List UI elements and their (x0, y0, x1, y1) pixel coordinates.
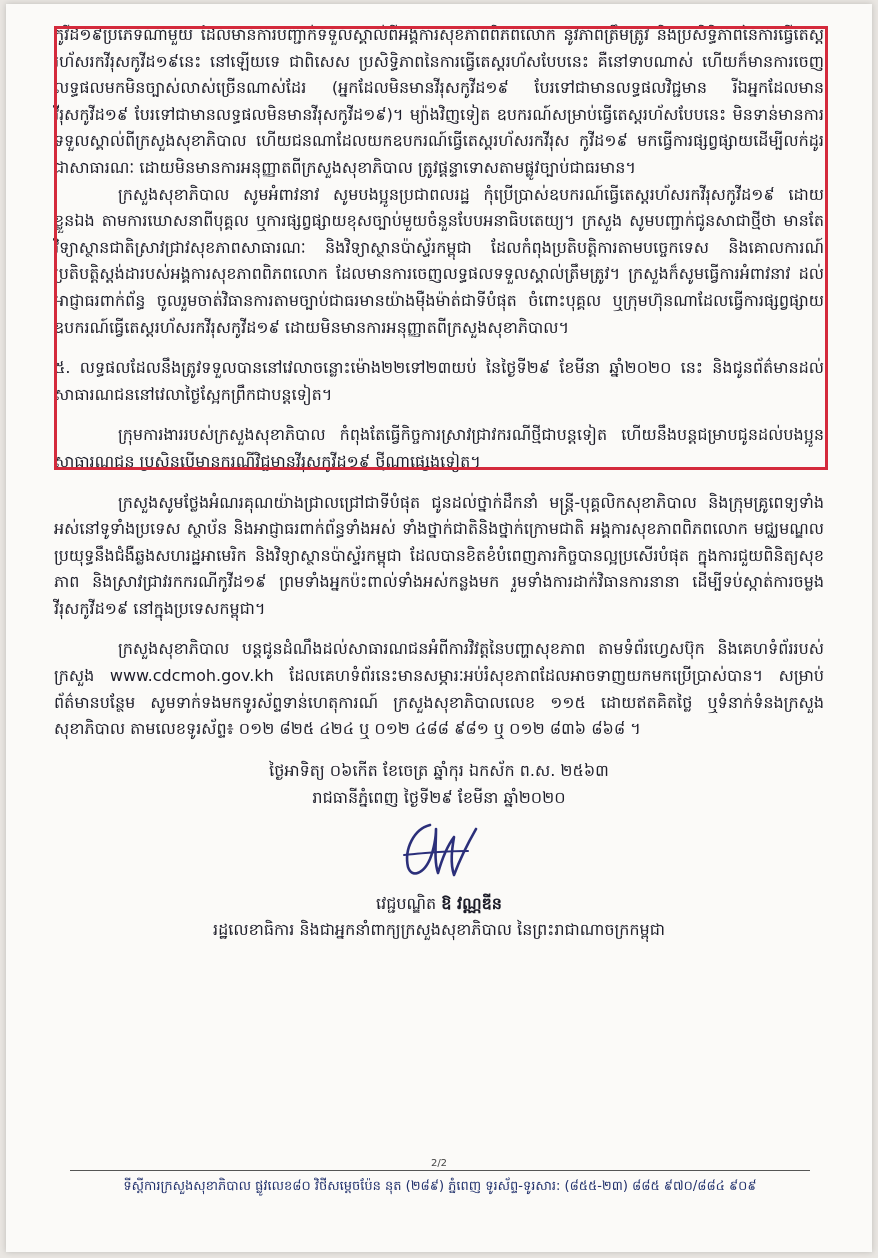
signatory-title: រដ្ឋលេខាធិការ និងជាអ្នកនាំពាក្យក្រសួងសុខាភិបាល នៃព្រះរាជាណាចក្រកម្ពុជា (213, 920, 665, 940)
signatory-prefix: វេជ្ជបណ្ឌិត (376, 893, 437, 913)
page-number: 2/2 (430, 1158, 448, 1169)
paragraph-thanks: ក្រសួងសូមថ្លែងអំណរគុណយ៉ាងជ្រាលជ្រៅជាទីបំផុត ជូនដល់ថ្នាក់ដឹកនាំ មន្ត្រី-បុគ្គលិកសុខាភិបាល និងក្រុមគ្រូពេទ្យទាំងអស់នៅទូទាំងប្រទេស ស្ថាប័ន និងអាជ្ញាធរពាក់ព័ន្ធទាំងអស់ ទាំងថ្នាក់ជាតិនិងថ្នាក់ក្រោមជាតិ អង្គការសុខភាពពិភពលោក មជ្ឈមណ្ឌលប្រយុទ្ធនឹងជំងឺឆ្លងសហរដ្ឋអាមេរិក និងវិទ្យាស្ថានប៉ាស្ទ័រកម្ពុជា ដែលបានខិតខំបំពេញភារកិច្ចបានល្អប្រសើរបំផុត ក្នុងការជួយពិនិត្យសុខភាព និងស្រាវជ្រាវរកករណីកូវីដ១៩ ព្រមទាំងអ្នកប៉ះពាល់ទាំងអស់កន្លងមក រួមទាំងការដាក់វិធានការនានា ដើម្បីទប់ស្កាត់ការចម្លងវីរុសកូវីដ១៩ នៅក្នុងប្រទេសកម្ពុជា។ (54, 492, 824, 618)
solar-date: រាជធានីភ្នំពេញ ថ្ងៃទី២៩ ខែមីនា ឆ្នាំ២០២០ (312, 787, 566, 807)
signature-image (384, 815, 494, 885)
document-body (54, 22, 824, 944)
paragraph-result-timing: ៥. លទ្ធផលដែលនឹងត្រូវទទួលបាននៅវេលាចន្លោះម៉ោង២២ទៅ២៣យប់ នៃថ្ងៃទី២៩ ខែមីនា ឆ្នាំ២០២០ នេះ និងជូនព័ត៌មានដល់សាធារណជននៅវេលាថ្ងៃស្អែកព្រឹកជាបន្តទៀត។ (54, 358, 824, 404)
paragraph-ministry-appeal: ក្រសួងសុខាភិបាល សូមអំពាវនាវ សូមបងប្អូនប្រជាពលរដ្ឋ កុំប្រើប្រាស់ឧបករណ៍ធ្វើតេស្តរហ័សរកវីរុសកូវីដ១៩ ដោយខ្លួនឯង តាមការឃោសនាពីបុគ្គល ឬការផ្សព្វផ្សាយខុសច្បាប់មួយចំនួនបែបអនាធិបតេយ្យ។ ក្រសួង សូមបញ្ជាក់ជូនសាជាថ្មីថា មានតែវិទ្យាស្ថានជាតិស្រាវជ្រាវសុខភាពសាធារណៈ និងវិទ្យាស្ថានប៉ាស្ទ័រកម្ពុជា ដែលកំពុងប្រតិបត្តិការតាមបច្ចេកទេស និងគោលការណ៍ប្រតិបត្តិស្តង់ដារបស់អង្គការសុខភាពពិភពលោក ដែលមានការចេញលទ្ធផលទទួលស្គាល់ត្រឹមត្រូវ។ ក្រសួងក៏សូមធ្វើការអំពាវនាវ ដល់អាជ្ញាធរពាក់ព័ន្ធ ចូលរួមចាត់វិធានការតាមច្បាប់ជាធរមានយ៉ាងម៉ឺងម៉ាត់ជាទីបំផុត ចំពោះបុគ្គល ឬក្រុមហ៊ុនណាដែលធ្វើការផ្សព្វផ្សាយឧបករណ៍ធ្វើតេស្តរហ័សរកវីរុសកូវីដ១៩ ដោយមិនមានការអនុញ្ញាតពីក្រសួងសុខាភិបាល។ (54, 184, 824, 337)
footer-divider (70, 1170, 810, 1171)
date-block (54, 757, 824, 811)
lunar-date: ថ្ងៃអាទិត្យ ០៦កើត ខែចេត្រ ឆ្នាំកុរ ឯកស័ក ព.ស. ២៥៦៣ (269, 760, 609, 780)
paragraph-research-team: ក្រុមការងាររបស់ក្រសួងសុខាភិបាល កំពុងតែធ្វើកិច្ចការស្រាវជ្រាវករណីថ្មីជាបន្តទៀត ហើយនឹងបន្តជម្រាបជូនដល់បងប្អូនសាធារណជន ប្រសិនបើមានករណីវិជ្ជមានវីរុសកូវីដ១៩ ថ្មីណាផ្សេងទៀត។ (54, 425, 824, 471)
paragraph-contact-info: ក្រសួងសុខាភិបាល បន្តជូនដំណឹងដល់សាធារណជនអំពីការវិវត្តនៃបញ្ហាសុខភាព តាមទំព័រហ្វេសប៊ុក និងគេហទំព័ររបស់ក្រសួង www.cdcmoh.gov.kh ដែលគេហទំព័រនេះមានសម្ភារៈអប់រំសុខភាពដែលអាចទាញយកមកប្រើប្រាស់បាន។ សម្រាប់ព័ត៌មានបន្ថែម សូមទាក់ទងមកទូរស័ព្ទទាន់ហេតុការណ៍ ក្រសួងសុខាភិបាលលេខ ១១៥ ដោយឥតគិតថ្លៃ ឬទំនាក់ទំនងក្រសួងសុខាភិបាល តាមលេខទូរស័ព្ទ៖ ០១២ ៨២៥ ៤២៤ ឬ ០១២ ៤៨៨ ៩៨១ ឬ ០១២ ៨៣៦ ៨៦៨ ។ (54, 639, 824, 739)
signatory-name-line (54, 891, 824, 918)
footer-address: ទីស្តីការក្រសួងសុខាភិបាល ផ្លូវលេខ៨០ វិថីសម្ដេចប៉ែន នុត (២៨៩) ភ្នំពេញ ទូរស័ព្ទ-ទូរសារ: (៨៥៥-២៣) ៨៨៥ ៩៧០/៨៨៤ ៩០៩ (123, 1179, 757, 1194)
signatory-name: ឱ វណ្ណឌីន (441, 893, 502, 913)
paragraph-covid-test-warning: កូវីដ១៩ប្រភេទណាមួយ ដែលមានការបញ្ជាក់ទទួលស្គាល់ពីអង្គការសុខភាពពិភពលោក នូវភាពត្រឹមត្រូវ និងប្រសិទ្ធិភាពនៃការធ្វើតេស្តរហ័សរកវីរុសកូវីដ១៩នេះ នៅឡើយទេ ជាពិសេស ប្រសិទ្ធិភាពនៃការធ្វើតេស្តរហ័សបែបនេះ គឺនៅទាបណាស់ ហើយក៏មានការចេញលទ្ធផលមកមិនច្បាស់លាស់ច្រើនណាស់ដែរ (អ្នកដែលមិនមានវីរុសកូវីដ១៩ បែរទៅជាមានលទ្ធផលវិជ្ជមាន រីឯអ្នកដែលមានវីរុសកូវីដ១៩ បែរទៅជាមានលទ្ធផលមិនមានវីរុសកូវីដ១៩)។ ម្យ៉ាងវិញទៀត ឧបករណ៍សម្រាប់ធ្វើតេស្តរហ័សបែបនេះ មិនទាន់មានការទទួលស្គាល់ពីក្រសួងសុខាភិបាល ហើយជនណាដែលយកឧបករណ៍ធ្វើតេស្តរហ័សរកវីរុស កូវីដ១៩ មកធ្វើការផ្សព្វផ្សាយដើម្បីលក់ដូរជាសាធារណៈ ដោយមិនមានការអនុញ្ញាតពីក្រសួងសុខាភិបាល ត្រូវផ្តន្ទាទោសតាមផ្លូវច្បាប់ជាធរមាន។ (54, 25, 824, 177)
